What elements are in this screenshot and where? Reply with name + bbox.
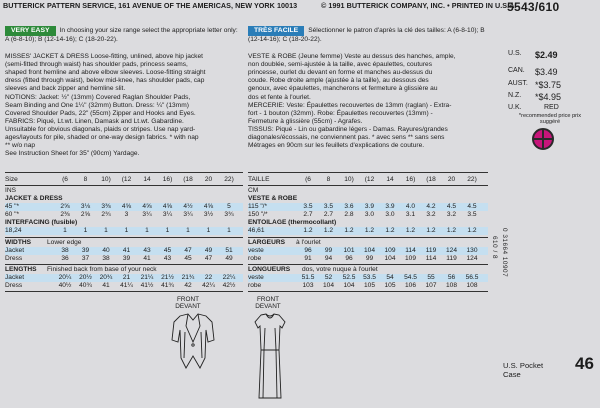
french-line: VESTE & ROBE (Jeune femme) Veste au dessus des hanches, ample, — [248, 53, 456, 61]
table-cell: 124 — [445, 247, 457, 254]
table-cell: 91 — [304, 255, 312, 262]
table-cell: 41½ — [140, 282, 154, 289]
table-cell: 3 — [124, 211, 129, 218]
table-cell: 16) — [405, 176, 416, 183]
table-cell: 21 — [122, 274, 131, 281]
table-cell: 14 — [143, 176, 151, 183]
table-cell: 51 — [225, 247, 233, 254]
table-cell: 3¼ — [142, 211, 152, 218]
table-cell: 3¾ — [224, 211, 234, 218]
table-cell: 1.2 — [364, 227, 375, 234]
table-cell: 3.5 — [323, 203, 334, 210]
header-bar — [3, 1, 517, 13]
table-cell: 54.5 — [404, 274, 417, 281]
table-cell: 8 — [326, 176, 331, 183]
french-line: princesse, ourlet du devant en forme et manches au-dessus du — [248, 69, 433, 77]
english-line: NOTIONS: Jacket: ½" (13mm) Covered Raglan Shoulder Pads, — [5, 93, 191, 101]
table-cell: 1.2 — [344, 227, 354, 234]
barcode-number: 0 31664 10907 — [501, 228, 508, 278]
table-cell: 52 — [324, 274, 333, 281]
table-cell: 1 — [104, 227, 108, 234]
table-cell: 14 — [386, 176, 394, 183]
table-cell: 4.2 — [426, 203, 436, 210]
french-description — [248, 26, 490, 150]
pattern-envelope-back: BUTTERICK PATTERN SERVICE, 161 AVENUE OF THE AMERICAS, NEW YORK 10013 © 1991 BUTTERICK COMPANY, INC. • PRINTED IN U.S.A. 5543/610 VERY EASY In choosing your size range select the appropriate letter only: A (6-8-10); B (12-14-16); C (18-20-22). MISSES' JACKET & DRESS Loose-fitting, unlined, above hip jacket (semi-fitted through waist) has shoulder pads, princess seams, shaped front hemline and above elbow sleeves. Loose-fitting straight dress (fitted through waist), below mid-knee, has shoulder pads, cap sleeves and back zipper and hemline slit. NOTIONS: Jacket: ½" (13mm) Covered Raglan Shoulder Pads, Seam Binding and One 1¼" (32mm) Button. Dress: ¼" (13mm) Covered Shoulder Pads, 22" (55cm) Zipper and Hooks and Eyes. FABRICS: Piqué, Lt.wt. Linen, Damask and Lt.wt. Gabardine. Unsuitable for obvious diagonals, plaids or stripes. Use nap yard- ages/layouts for pile, shaded or one-way design fabrics. * with nap ** w/o nap See Instruction Sheet for 35" (90cm) Yardage. TRÈS FACILE Sélectionner le patron d'après la clé des tailles: A (6-8-10); B (12-14-16); C (18-20-22). VESTE & ROBE (Jeune femme) Veste au dessus des hanches, ample, non doublée, semi-ajustée à la taille, avec épaulettes, coutures princesse, ourlet du devant en forme et manches au-dessus du coude. Robe droite ample (ajustée à la taille), au dessous des genoux, avec épaulettes, mancherons et fermeture à glissière au dos et fente à l'ourlet. MERCERIE: Veste: Épaulettes recouvertes de 13mm (raglan) - Extra- fort - 1 bouton (32mm). Robe: Épaulettes recouvertes (13mm) - Fermeture à glissière (55cm) - Agrafes. TISSUS: Piqué - Lin ou gabardine légers - Damas. Rayures/grandes diagonales/écossais, ne conviennent pas. * avec sens ** sans sens Métrages en 90cm sur les feuillets d'explications de couture. U.S. $2.49 CAN. $3.49 AUST. *$3.75 N.Z. *$4.95 U.K. RED *recommended price prix suggéré Size (6 8 10) (12 14 16) (18 20 22) INS JACKET & DRESS 45 "* 2⅝ 3⅛ 3⅜ 4⅝ 4⅝ 4⅝ 4½ 4⅝ 5 60 "* 2⅜ 2⅝ 2¾ 3 3¼ 3¼ 3¼ 3½ 3¾ INTERFACING (fusible) 18,24 1 1 1 1 1 1 1 1 1 WIDTHS Lower edge Jacket 38 39 40 41 43 45 47 49 51 Dress 36 37 38 39 41 43 45 47 49 LENGTHS Finished back from base of your neck Jacket 20¼ 20½ 20¾ 21 21¼ 21½ 21¾ 22 22¼ Dress 40½ 40¾ 41 41¼ 41½ 41¾ 42 42¼ 42½ TAILLE (6 8 10) (12 14 16) (18 20 22) CM VESTE & ROBE 115 "/* 3.5 3.5 3.6 3.9 3.9 4.0 4.2 4.5 4.5 150 "/* 2.7 2.7 2.8 3.0 3.0 3.1 3.2 3.2 3.5 ENTOILAGE (thermocollant) 46,61 1.2 1.2 1.2 1.2 1.2 1.2 1.2 1.2 1.2 LARGEURS à l'ourlet veste 96 99 101 104 109 114 119 124 130 robe 91 94 96 99 104 109 114 119 124 LONGUEURS dos, votre nuque à l'ourlet veste 51.5 52 52.5 53.5 54 54.5 55 56 56.5 robe 103 104 104 105 105 106 107 108 108 0 31664 10907 610 / 8 FRONT DEVANT FRONT DEVANT U.S. Pocket Case 46 — [0, 0, 600, 408]
table-cell: 45 — [163, 247, 172, 254]
table-cell: 104 — [384, 255, 396, 262]
table-cell: 49 — [204, 247, 213, 254]
table-cell: 42½ — [222, 282, 236, 289]
french-line: fort - 1 bouton (32mm). Robe: Épaulettes recouvertes (13mm) - — [248, 109, 433, 117]
table-cell: 20 — [204, 176, 213, 183]
table-cell: 106 — [404, 282, 416, 289]
english-line: sleeves and back zipper and hemline slit. — [5, 85, 126, 93]
pocket-line1: U.S. Pocket — [503, 361, 544, 370]
pocket-line2: Case — [503, 370, 521, 379]
table-cell: 4⅝ — [203, 203, 214, 210]
french-line: TISSUS: Piqué - Lin ou gabardine légers - Damas. Rayures/grandes — [248, 125, 448, 133]
table-cell: 2⅜ — [60, 211, 70, 218]
very-easy-badge: VERY EASY — [5, 26, 56, 36]
table-cell: 1 — [165, 227, 170, 234]
figure-label-jacket: FRONT DEVANT — [175, 296, 201, 310]
table-cell: 2.8 — [344, 211, 354, 218]
table-cell: 16) — [162, 176, 173, 183]
table-cell: 2.7 — [323, 211, 334, 218]
table-cell: 22) — [467, 176, 477, 183]
french-line: Fermeture à glissière (55cm) - Agrafes. — [248, 117, 363, 125]
table-cell: 8 — [83, 176, 88, 183]
french-line: Métrages en 90cm sur les feuillets d'explications de couture. — [248, 142, 425, 150]
table-cell: 39 — [122, 255, 131, 262]
english-line: (semi-fitted through waist) has shoulder pads, princess seams, — [5, 61, 188, 69]
table-cell: 114 — [425, 255, 437, 262]
dress-sketch-icon — [252, 312, 288, 402]
table-cell: 41¼ — [120, 282, 133, 289]
table-cell: 56.5 — [465, 274, 479, 281]
table-cell: 41 — [122, 247, 131, 254]
table-cell: 53.5 — [363, 274, 376, 281]
table-cell: 10) — [344, 176, 354, 183]
table-cell: 42¼ — [202, 282, 215, 289]
english-line: shaped front hemline and above elbow sleeves. Loose-fitting straight — [5, 69, 206, 77]
table-cell: 3.0 — [364, 211, 375, 218]
table-cell: 41 — [143, 255, 151, 262]
pocket-number: 46 — [575, 354, 594, 373]
table-cell: 1 — [83, 227, 88, 234]
table-cell: 41 — [102, 282, 110, 289]
table-cell: 3⅛ — [80, 203, 91, 210]
english-line: FABRICS: Piqué, Lt.wt. Linen, Damask and Lt.wt. Gabardine. — [5, 117, 184, 125]
table-cell: 42 — [184, 282, 192, 289]
table-cell: 21¼ — [140, 274, 154, 281]
tres-facile-badge: TRÈS FACILE — [248, 26, 304, 36]
side-code: 610 / 8 — [491, 236, 498, 260]
table-cell: 1.2 — [467, 227, 477, 234]
french-line: diagonales/écossais, ne conviennent pas. * avec sens ** sans sens — [248, 134, 445, 142]
table-cell: 20¼ — [58, 274, 72, 281]
table-cell: 1.2 — [303, 227, 313, 234]
table-cell: 3⅜ — [101, 203, 111, 210]
registration-target-icon — [532, 128, 554, 150]
table-cell: 40½ — [58, 282, 72, 289]
table-cell: 49 — [225, 255, 233, 262]
english-intro: In choosing your size range select the appropriate letter only: A (6-8-10); B (12-14-16); C (18-20-22). — [5, 27, 238, 43]
table-cell: 41¾ — [161, 282, 174, 289]
table-cell: 1.2 — [323, 227, 334, 234]
table-cell: 47 — [184, 247, 192, 254]
table-cell: 3.5 — [467, 211, 477, 218]
table-cell: 108 — [445, 282, 457, 289]
table-cell: 22) — [224, 176, 234, 183]
company-line: BUTTERICK PATTERN SERVICE, 161 AVENUE OF THE AMERICAS, NEW YORK 10013 — [3, 1, 298, 10]
english-description — [5, 26, 243, 158]
table-cell: 1.2 — [446, 227, 457, 234]
table-cell: 43 — [163, 255, 172, 262]
table-cell: 3½ — [203, 211, 214, 218]
table-cell: 3¼ — [183, 211, 193, 218]
table-cell: 99 — [365, 255, 374, 262]
table-cell: 124 — [466, 255, 478, 262]
table-cell: 4⅝ — [162, 203, 173, 210]
english-line: MISSES' JACKET & DRESS Loose-fitting, unlined, above hip jacket — [5, 53, 203, 61]
copyright-line: © 1991 BUTTERICK COMPANY, INC. • PRINTED IN U.S.A. — [321, 1, 517, 10]
table-cell: 2.7 — [303, 211, 313, 218]
price-note: *recommended price prix suggéré — [518, 113, 582, 126]
table-cell: 109 — [404, 255, 416, 262]
table-cell: 96 — [345, 255, 353, 262]
figure-label-dress: FRONT DEVANT — [255, 296, 281, 310]
table-cell: 43 — [143, 247, 151, 254]
table-cell: 3.1 — [405, 211, 416, 218]
table-cell: 56 — [447, 274, 456, 281]
table-cell: 54 — [386, 274, 394, 281]
table-cell: 21¾ — [181, 274, 195, 281]
table-cell: 1 — [227, 227, 231, 234]
table-cell: 1.2 — [405, 227, 416, 234]
table-cell: 3¼ — [162, 211, 173, 218]
table-cell: (18 — [426, 176, 436, 183]
table-cell: 10) — [101, 176, 111, 183]
table-cell: 4.5 — [446, 203, 457, 210]
table-cell: (18 — [183, 176, 193, 183]
french-line: non doublée, semi-ajustée à la taille, avec épaulettes, coutures — [248, 61, 433, 69]
table-cell: 55 — [427, 274, 435, 281]
table-cell: 107 — [425, 282, 437, 289]
french-line: genoux, avec épaulettes, mancherons et fermeture à glissière au — [248, 85, 438, 93]
english-line: ** w/o nap — [5, 142, 36, 150]
table-cell: 3.5 — [303, 203, 313, 210]
table-cell: 1 — [186, 227, 190, 234]
table-cell: 3.2 — [426, 211, 436, 218]
english-line: dress (fitted through waist), below mid-knee, has shoulder pads, cap — [5, 77, 205, 85]
table-cell: 1.2 — [385, 227, 395, 234]
table-cell: 119 — [446, 255, 457, 262]
table-cell: 1 — [124, 227, 129, 234]
table-cell: 1 — [206, 227, 211, 234]
table-cell: 40¾ — [79, 282, 92, 289]
table-cell: 20½ — [79, 274, 92, 281]
table-cell: 96 — [304, 247, 312, 254]
table-cell: 22 — [204, 274, 213, 281]
table-cell: 47 — [204, 255, 213, 262]
table-cell: 3.2 — [446, 211, 457, 218]
table-cell: 109 — [384, 247, 396, 254]
french-line: MERCERIE: Veste: Épaulettes recouvertes de 13mm (raglan) - Extra- — [248, 101, 452, 109]
table-cell: 2⅝ — [60, 203, 70, 210]
table-cell: 4⅝ — [142, 203, 152, 210]
table-cell: 4⅝ — [121, 203, 132, 210]
table-cell: 20 — [447, 176, 456, 183]
table-cell: 103 — [302, 282, 314, 289]
pocket-case — [503, 354, 594, 379]
table-cell: 38 — [102, 255, 110, 262]
table-cell: 5 — [227, 203, 231, 210]
french-line: coude. Robe droite ample (ajustée à la taille), au dessous des — [248, 77, 429, 85]
table-cell: (12 — [121, 176, 132, 183]
table-cell: (6 — [62, 176, 68, 183]
table-cell: 37 — [81, 255, 90, 262]
table-cell: 2⅝ — [80, 211, 91, 218]
english-line: See Instruction Sheet for 35" (90cm) Yardage. — [5, 150, 140, 158]
english-line: Seam Binding and One 1¼" (32mm) Button. Dress: ¼" (13mm) — [5, 101, 189, 109]
table-cell: 51.5 — [301, 274, 315, 281]
table-cell: 36 — [61, 255, 69, 262]
table-cell: 4½ — [183, 203, 193, 210]
table-cell: 119 — [425, 247, 437, 254]
french-line: dos et fente à l'ourlet. — [248, 93, 311, 101]
table-cell: 40 — [102, 247, 110, 254]
table-cell: 130 — [466, 247, 478, 254]
table-cell: 20¾ — [99, 274, 113, 281]
catalog-number: 5543/610 — [507, 0, 560, 14]
table-cell: 45 — [184, 255, 192, 262]
table-cell: 52.5 — [342, 274, 356, 281]
french-size-chart: TAILLE (6 8 10) (12 14 16) (18 20 22) CM VESTE & ROBE 115 "/* 3.5 3.5 3.6 3.9 3.9 4.0 4.2 4.5 4.5 150 "/* 2.7 2.7 2.8 3.0 3.0 3.1 3.2 3.2 3.5 ENTOILAGE (thermocollant) 46,61 1.2 1.2 1.2 1.2 1.2 1.2 1.2 1.2 1.2 LARGEURS à l'ourlet veste 96 99 101 104 109 114 119 124 130 robe 91 94 96 99 104 109 114 119 124 LONGUEURS dos, votre nuque à l'ourlet veste 51.5 52 52.5 53.5 54 54.5 55 56 56.5 robe 103 104 104 105 105 106 107 108 108 — [248, 176, 488, 326]
table-cell: 4.5 — [467, 203, 477, 210]
table-cell: 99 — [324, 247, 333, 254]
table-cell: 1 — [145, 227, 149, 234]
english-line: Covered Shoulder Pads, 22" (55cm) Zipper and Hooks and Eyes. — [5, 109, 196, 117]
jacket-sketch-icon — [170, 312, 216, 374]
table-cell: 108 — [466, 282, 478, 289]
english-line: ages/layouts for pile, shaded or one-way design fabrics. * with nap — [5, 134, 199, 142]
french-intro: Sélectionner le patron d'après la clé des tailles: A (6-8-10); B (12-14-16); C (18-20-22). — [248, 27, 485, 43]
table-cell: 114 — [405, 247, 416, 254]
table-cell: 104 — [322, 282, 334, 289]
table-cell: 3.9 — [364, 203, 375, 210]
table-cell: 105 — [384, 282, 396, 289]
table-cell: 3.9 — [385, 203, 395, 210]
table-cell: 4.0 — [405, 203, 416, 210]
table-cell: 39 — [81, 247, 90, 254]
table-cell: 3.6 — [344, 203, 354, 210]
table-cell: 105 — [363, 282, 375, 289]
table-cell: (6 — [305, 176, 311, 183]
table-cell: 1.2 — [426, 227, 436, 234]
table-cell: 21½ — [161, 274, 174, 281]
table-cell: 104 — [363, 247, 375, 254]
table-cell: 3.0 — [385, 211, 395, 218]
table-cell: 94 — [324, 255, 333, 262]
english-line: Unsuitable for obvious diagonals, plaids or stripes. Use nap yard- — [5, 125, 196, 133]
table-cell: 101 — [343, 247, 355, 254]
table-cell: 104 — [343, 282, 355, 289]
table-cell: (12 — [364, 176, 375, 183]
english-size-chart: Size (6 8 10) (12 14 16) (18 20 22) INS JACKET & DRESS 45 "* 2⅝ 3⅛ 3⅜ 4⅝ 4⅝ 4⅝ 4½ 4⅝ 5 60 "* 2⅜ 2⅝ 2¾ 3 3¼ 3¼ 3¼ 3½ 3¾ INTERFACING (fusible) 18,24 1 1 1 1 1 1 1 1 1 WIDTHS Lower edge Jacket 38 39 40 41 43 45 47 49 51 Dress 36 37 38 39 41 43 45 47 49 LENGTHS Finished back from base of your neck Jacket 20¼ 20½ 20¾ 21 21¼ 21½ 21¾ 22 22¼ Dress 40½ 40¾ 41 41¼ 41½ 41¾ 42 42¼ 42½ — [5, 176, 243, 326]
table-cell: 22¼ — [222, 274, 236, 281]
table-cell: 2¾ — [101, 211, 111, 218]
table-cell: 38 — [61, 247, 69, 254]
table-cell: 1 — [63, 227, 67, 234]
